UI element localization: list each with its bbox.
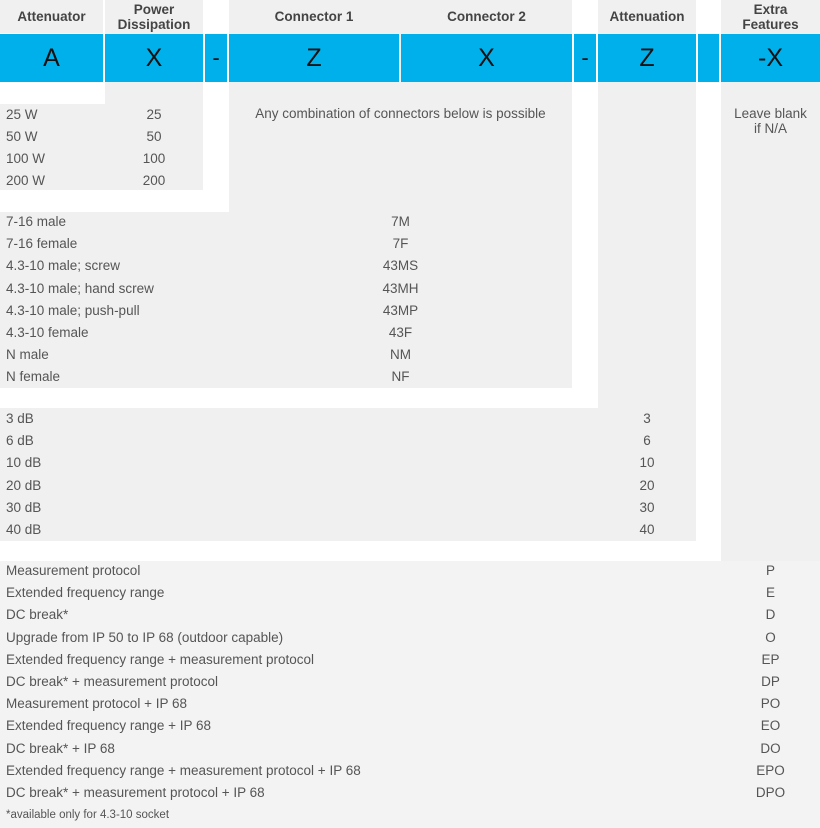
code-connector-2: X (401, 34, 572, 82)
header-power-dissipation: Power Dissipation (105, 0, 203, 33)
option-code: DP (761, 674, 780, 689)
option-code: 25 (146, 107, 162, 122)
option-label: DC break* + measurement protocol + IP 68 (6, 785, 265, 800)
code-attenuator: A (0, 34, 103, 82)
option-code: 20 (639, 477, 655, 493)
attenuation-option-row (0, 430, 820, 452)
option-code: 7M (391, 214, 410, 229)
code-connector-1: Z (229, 34, 399, 82)
option-code: 43MS (382, 258, 419, 274)
option-label: 10 dB (6, 455, 42, 471)
option-label: 100 W (6, 151, 46, 166)
header-connector-1: Connector 1 (229, 0, 399, 33)
option-code: 10 (639, 455, 655, 471)
option-label: Extended frequency range + measurement protocol + IP 68 (6, 762, 361, 778)
extra-option-row (0, 738, 820, 760)
option-label: 40 dB (6, 522, 42, 537)
option-label: 3 dB (6, 411, 34, 426)
code-attenuation: Z (598, 34, 696, 82)
option-label: 7-16 female (6, 236, 78, 252)
connector-option-row (0, 322, 820, 344)
connector-option-row (0, 366, 820, 388)
extra-option-row (0, 560, 820, 582)
option-code: EPO (756, 762, 785, 778)
option-code: 200 (142, 173, 166, 188)
option-code: 6 (643, 433, 651, 449)
code-spacer (698, 34, 719, 82)
extra-option-row (0, 782, 820, 804)
attenuation-option-row (0, 497, 820, 519)
power-option-row (0, 104, 820, 126)
option-code: 50 (146, 129, 162, 144)
power-option-row (0, 148, 820, 170)
connector-option-row (0, 211, 820, 233)
option-label: 4.3-10 male; screw (6, 258, 121, 274)
code-dash-1: - (205, 34, 227, 82)
option-label: Extended frequency range + measurement protocol (6, 651, 315, 667)
option-code: DO (760, 740, 781, 756)
header-attenuator: Attenuator (0, 0, 103, 33)
option-label: Measurement protocol + IP 68 (6, 696, 187, 712)
option-label: Upgrade from IP 50 to IP 68 (outdoor capable) (6, 629, 284, 645)
extra-option-row (0, 649, 820, 671)
connector-option-row (0, 344, 820, 366)
option-label: 30 dB (6, 499, 42, 515)
option-label: Extended frequency range + IP 68 (6, 718, 212, 734)
code-extra: -X (721, 34, 820, 82)
option-label: 50 W (6, 129, 38, 144)
option-label: DC break* (6, 607, 69, 623)
option-code: 30 (639, 499, 655, 515)
footnote: *available only for 4.3-10 socket (6, 809, 170, 821)
option-code: 7F (392, 236, 409, 252)
option-code: NM (390, 347, 411, 363)
option-label: Extended frequency range (6, 585, 165, 601)
header-attenuation: Attenuation (598, 0, 696, 33)
option-code: 43F (388, 325, 413, 340)
attenuation-option-row (0, 519, 820, 541)
option-label: 25 W (6, 107, 38, 122)
power-option-row (0, 126, 820, 148)
header-extra-features: Extra Features (721, 0, 820, 33)
connector-option-row (0, 255, 820, 277)
option-code: 3 (643, 411, 651, 426)
attenuation-option-row (0, 408, 820, 430)
extra-option-row (0, 760, 820, 782)
extra-option-row (0, 693, 820, 715)
option-code: D (765, 607, 776, 623)
option-code: EP (761, 651, 780, 667)
option-label: N female (6, 369, 61, 385)
option-code: 43MH (382, 280, 419, 296)
code-dash-2: - (574, 34, 596, 82)
option-label: N male (6, 347, 49, 363)
option-label: 4.3-10 male; push-pull (6, 302, 140, 318)
option-code: NF (391, 369, 410, 385)
connector-note: Any combination of connectors below is possible (255, 106, 546, 121)
attenuation-option-row (0, 475, 820, 497)
option-label: 4.3-10 male; hand screw (6, 280, 154, 296)
option-label: 20 dB (6, 477, 42, 493)
option-code: O (765, 629, 776, 645)
extra-option-row (0, 715, 820, 737)
extra-option-row (0, 604, 820, 626)
option-code: 100 (142, 151, 166, 166)
option-code: 40 (639, 522, 655, 537)
option-label: DC break* + measurement protocol (6, 674, 218, 689)
option-label: 6 dB (6, 433, 34, 449)
extra-option-row (0, 582, 820, 604)
header-connector-2: Connector 2 (401, 0, 572, 33)
option-label: DC break* + IP 68 (6, 740, 115, 756)
connector-option-row (0, 300, 820, 322)
power-option-row (0, 170, 820, 192)
option-label: 4.3-10 female (6, 325, 89, 340)
extra-note: Leave blank if N/A (734, 106, 807, 136)
extra-option-row (0, 627, 820, 649)
option-code: PO (760, 696, 781, 712)
option-label: 7-16 male (6, 214, 67, 229)
option-code: EO (760, 718, 781, 734)
option-label: Measurement protocol (6, 563, 141, 578)
connector-option-row (0, 278, 820, 300)
attenuation-option-row (0, 452, 820, 474)
code-power: X (105, 34, 203, 82)
connector-option-row (0, 233, 820, 255)
option-code: E (765, 585, 775, 601)
option-label: 200 W (6, 173, 46, 188)
option-code: P (765, 563, 775, 578)
extra-option-row (0, 671, 820, 693)
option-code: 43MP (382, 302, 419, 318)
option-code: DPO (755, 785, 786, 800)
